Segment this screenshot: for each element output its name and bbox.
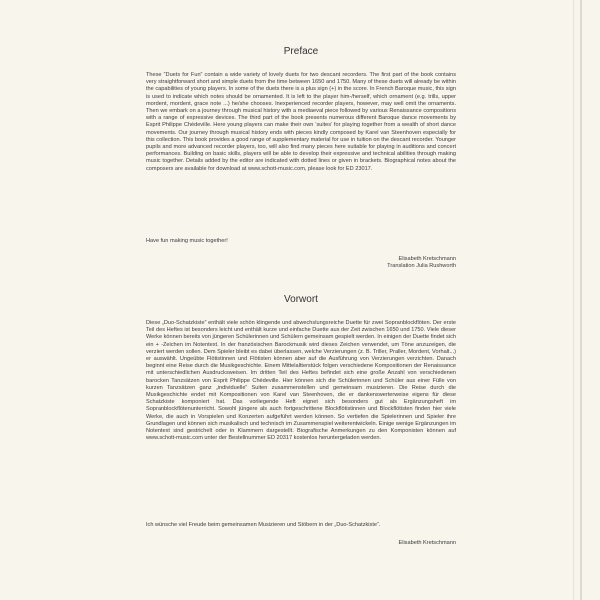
vorwort-author: Elisabeth Kretschmann bbox=[398, 540, 456, 546]
preface-text bbox=[146, 72, 456, 173]
vorwort-signature-block bbox=[146, 540, 456, 547]
page-edge bbox=[580, 0, 582, 600]
preface-closing: Have fun making music together! bbox=[146, 238, 228, 244]
vorwort-title: Vorwort bbox=[284, 294, 318, 305]
preface-closing-block bbox=[146, 238, 456, 245]
page-edge-inner bbox=[573, 0, 574, 600]
preface-translator: Translation Julia Rushworth bbox=[387, 263, 456, 270]
vorwort-body: Diese „Duo-Schatzkiste“ enthält viele schön klingende und abwechslungsreiche Duette für zwei Sopranblockflöten. Der erste Teil des Heftes ist besonders leicht und enthält kurze und einfache Duette aus der Zeit zwischen 1650 und 1750. Viele dieser Werke können bereits von jüngeren Schülerinnen und Schülern gemeinsam gespielt werden. In einigen der Duette findet sich ein + -Zeichen im Notentext. In der französischen Barockmusik wird dieses Zeichen verwendet, um Töne anzuzeigen, die verziert werden sollen. Dem Spieler bleibt es dabei überlassen, welche Verzierungen (z. B. Triller, Praller, Mordent, Vorhalt...) er auswählt. Ungeübte Flötistinnen und Flötisten können aber auf die Ausführung von Verzierungen verzichten. Danach beginnt eine Reise durch die Musikgeschichte. Einem Mittelaltterstück folgen verschiedene Kompositionen der Renaissance mit unterschiedlichen Ausdrucksweisen. Im dritten Teil des Heftes befindet sich eine große Anzahl von verschiedenen barocken Tanzsätzen von Esprit Philippe Chédeville. Hier können sich die Schülerinnen und Schüler aus einer Fülle von kurzen Tanzsätzen ganz „individuelle“ Suiten zusammenstellen und gemeinsam musizieren. Die Reise durch die Musikgeschichte endet mit Kompositionen von Karel van Steenhoven, die er dankenswerterweise eigens für diese Schatzkiste komponiert hat. Das vorliegende Heft eignet sich besonders gut als Ergänzungsheft im Sopranblockflötenunterricht. Sowohl jüngere als auch fortgeschrittene Blockflötistinnen und Blockflötisten finden hier viele Werke, die auch in Vorspielen und Konzerten aufgeführt werden können. So vertiefen die Spielerinnen und Spieler ihre Grundlagen und können sich musikalisch und technisch im Zusammenspiel weiterentwickeln. Einige wenige Ergänzungen im Notentext sind gestrichelt oder in Klammern dargestellt. Biografische Anmerkungen zu den Komponisten können auf www.schott-music.com unter der Bestellnummer ED 20317 kostenlos heruntergeladen werden. bbox=[146, 320, 456, 442]
preface-body: These “Duets for Fun” contain a wide variety of lovely duets for two descant recorders. The first part of the book contains very straightforward short and simple duets from the time between 1650 and 1750. Many of these duets will already be within the capabilities of young players. In some of the duets there is a plus sign (+) in the score. In French Baroque music, this sign is used to indicate which notes should be ornamented. It is left to the player him-/herself, which ornament (e.g. trills, upper mordent, mordent, grace note ...) he/she chooses. Inexperienced recorder players, however, may well omit the ornaments. Then we embark on a journey through musical history with a mediaeval piece followed by various Renaissance compositions with a range of expressive devices. The third part of the book presents numerous different Baroque dance movements by Esprit Philippe Chédeville. Here young players can make their own ‘suites’ for playing together from a wealth of short dance movements. Our journey through musical history ends with pieces kindly composed by Karel van Steenhoven especially for this collection. This book provides a good range of supplementary material for use in tuition on the descant recorder. Younger pupils and more advanced recorder players, too, will also find many pieces here suitable for playing in auditions and concert performances. Building on basic skills, players will be able to develop their expressive and technical abilities through making music together. Details added by the editor are indicated with dotted lines or given in brackets. Biographical notes about the composers are available for download at www.schott-music.com, please look for ED 23017. bbox=[146, 72, 456, 172]
vorwort-closing: Ich wünsche viel Freude beim gemeinsamen Musizieren und Stöbern in der „Duo-Schatzkiste“. bbox=[146, 522, 381, 528]
vorwort-section bbox=[146, 294, 456, 305]
preface-section bbox=[146, 46, 456, 57]
preface-signature-block bbox=[146, 256, 456, 270]
preface-title: Preface bbox=[283, 46, 319, 57]
vorwort-closing-block bbox=[146, 522, 456, 529]
vorwort-text bbox=[146, 320, 456, 442]
preface-author: Elisabeth Kretschmann bbox=[398, 256, 456, 262]
